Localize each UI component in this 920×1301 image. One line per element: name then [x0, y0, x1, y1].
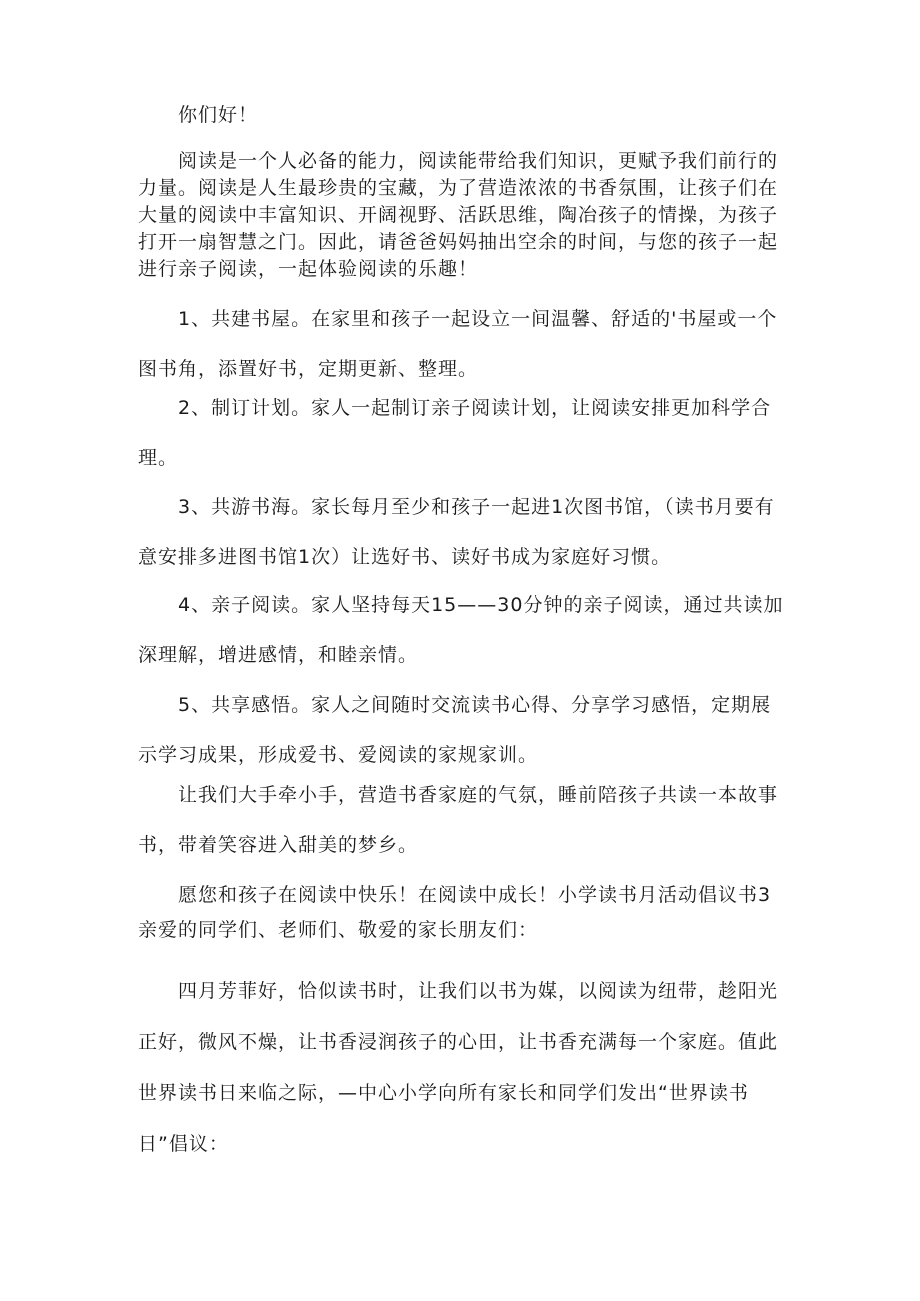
proposal-paragraph: 四月芳菲好，恰似读书时，让我们以书为媒，以阅读为纽带，趁阳光正好，微风不燥，让书香浸润孩子的心田，让书香充满每一个家庭。值此世界读书日来临之际，—中心小学向所有家长和同学们发出“世界读书日”倡议：	[138, 980, 779, 1155]
closing-paragraph-2: 愿您和孩子在阅读中快乐！在阅读中成长！小学读书月活动倡议书3亲爱的同学们、老师们、敬爱的家长朋友们：	[138, 884, 772, 941]
greeting-paragraph: 你们好！	[138, 104, 259, 126]
list-item: 4、亲子阅读。家人坚持每天15——30分钟的亲子阅读，通过共读加深理解，增进感情，和睦亲情。	[138, 594, 784, 666]
closing-paragraph: 让我们大手牵小手，营造书香家庭的气氛，睡前陪孩子共读一本故事书，带着笑容进入甜美的梦乡。	[138, 784, 779, 856]
list-item: 5、共享感悟。家人之间随时交流读书心得、分享学习感悟，定期展示学习成果，形成爱书、爱阅读的家规家训。	[138, 694, 772, 766]
intro-paragraph: 阅读是一个人必备的能力，阅读能带给我们知识，更赋予我们前行的力量。阅读是人生最珍贵的宝藏，为了营造浓浓的书香氛围，让孩子们在大量的阅读中丰富知识、开阔视野、活跃思维，陶冶孩子的情操，为孩子打开一扇智慧之门。因此，请爸爸妈妈抽出空余的时间，与您的孩子一起进行亲子阅读，一起体验阅读的乐趣！	[138, 150, 779, 280]
list-item: 2、制订计划。家人一起制订亲子阅读计划，让阅读安排更加科学合理。	[138, 397, 772, 469]
list-item: 3、共游书海。家长每月至少和孩子一起进1次图书馆，（读书月要有意安排多进图书馆1次）让选好书、读好书成为家庭好习惯。	[138, 496, 775, 568]
list-item: 1、共建书屋。在家里和孩子一起设立一间温馨、舒适的'书屋或一个图书角，添置好书，定期更新、整理。	[138, 308, 778, 380]
